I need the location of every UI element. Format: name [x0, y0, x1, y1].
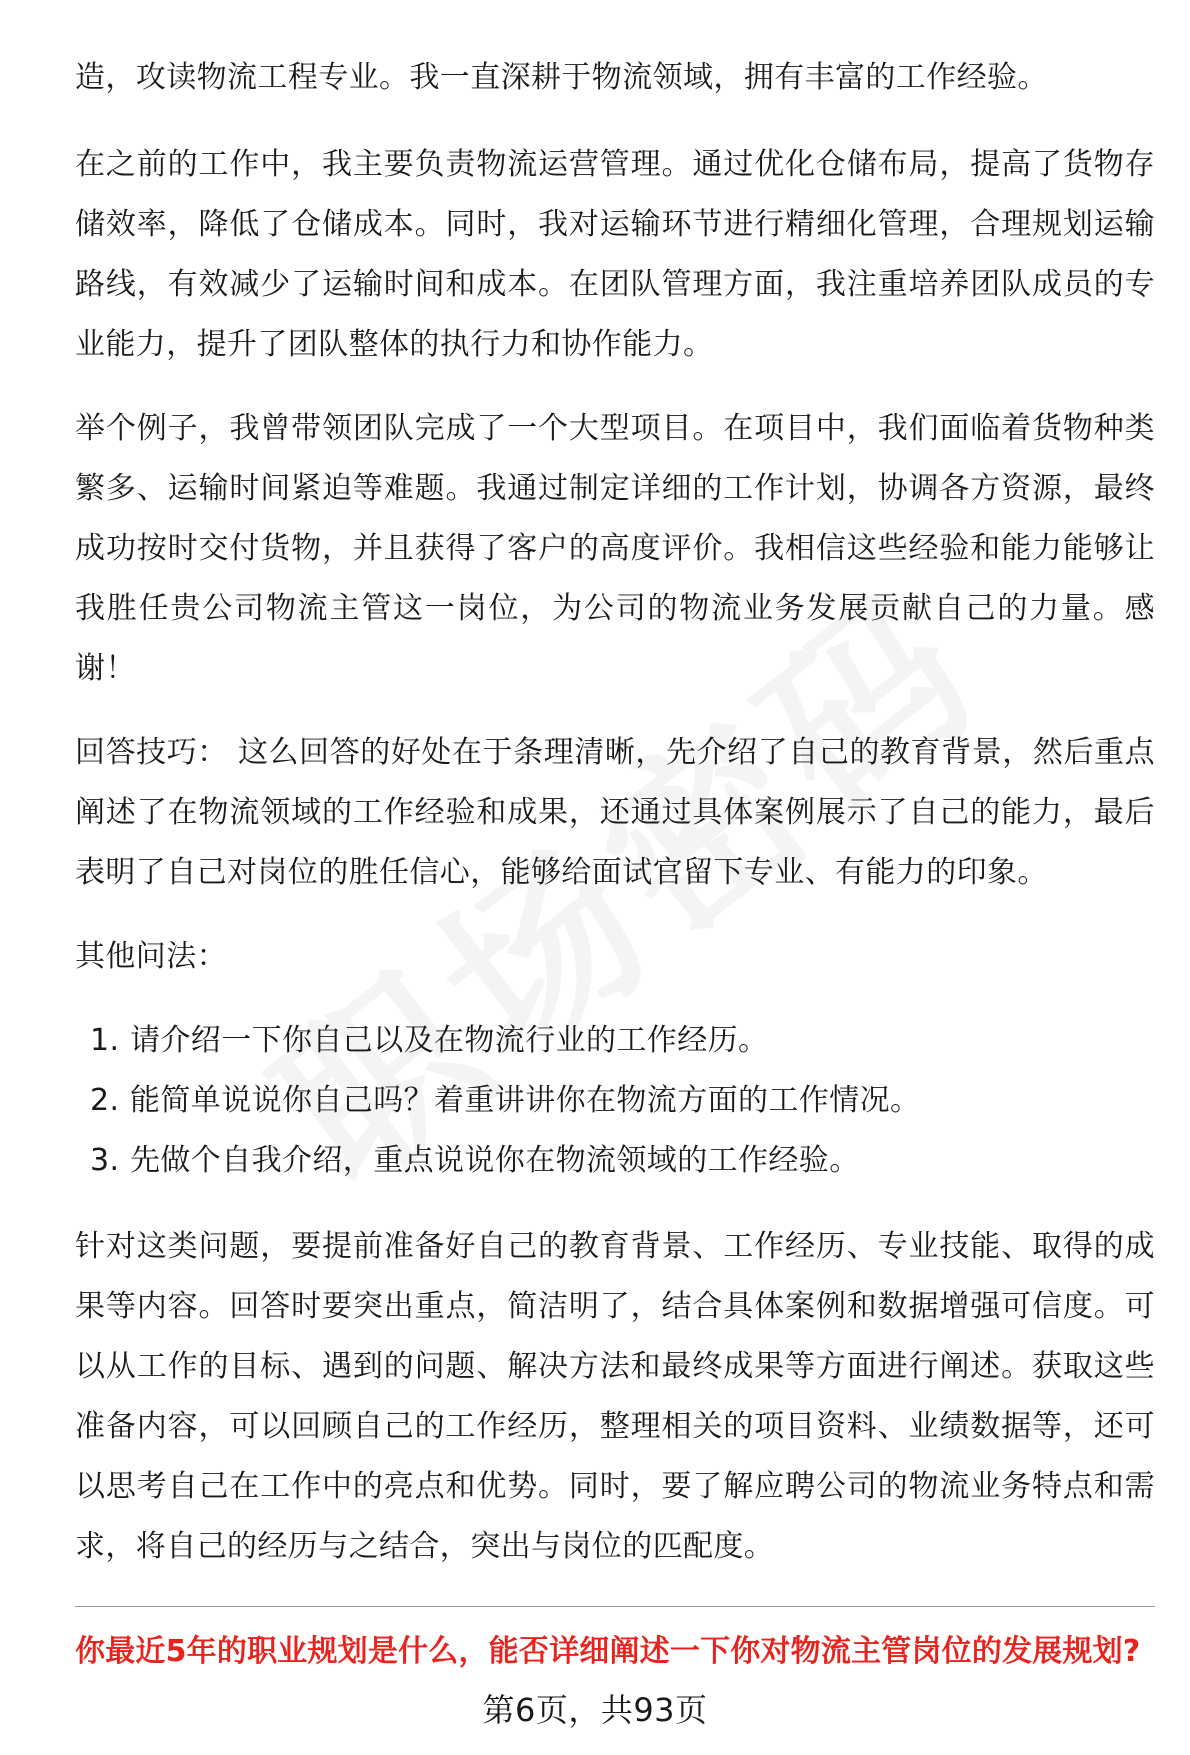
list-item-number: 3.	[90, 1143, 120, 1178]
list-item-text: 能简单说说你自己吗？着重讲讲你在物流方面的工作情况。	[130, 1083, 921, 1118]
paragraph-answer-tips: 回答技巧： 这么回答的好处在于条理清晰，先介绍了自己的教育背景，然后重点阐述了在物流领域的工作经验和成果，还通过具体案例展示了自己的能力，最后表明了自己对岗位的胜任信心，能够给面试官留下专业、有能力的印象。	[75, 735, 1155, 890]
list-item-number: 2.	[90, 1083, 120, 1118]
paragraph-other-phrasings-heading: 其他问法：	[75, 939, 227, 974]
paragraph-preparation-advice: 针对这类问题，要提前准备好自己的教育背景、工作经历、专业技能、取得的成果等内容。回答时要突出重点，简洁明了，结合具体案例和数据增强可信度。可以从工作的目标、遇到的问题、解决方法和最终成果等方面进行阐述。获取这些准备内容，可以回顾自己的工作经历，整理相关的项目资料、业绩数据等，还可以思考自己在工作中的亮点和优势。同时，要了解应聘公司的物流业务特点和需求，将自己的经历与之结合，突出与岗位的匹配度。	[75, 1229, 1155, 1564]
paragraph-example: 举个例子，我曾带领团队完成了一个大型项目。在项目中，我们面临着货物种类繁多、运输时间紧迫等难题。我通过制定详细的工作计划，协调各方资源，最终成功按时交付货物，并且获得了客户的高度评价。我相信这些经验和能力能够让我胜任贵公司物流主管这一岗位，为公司的物流业务发展贡献自己的力量。感谢！	[75, 411, 1155, 686]
page-number: 第6页，共93页	[482, 1691, 708, 1729]
list-item	[75, 1071, 1155, 1131]
list-item	[75, 1131, 1155, 1191]
list-item-number: 1.	[90, 1023, 120, 1058]
paragraph-intro-end: 造，攻读物流工程专业。我一直深耕于物流领域，拥有丰富的工作经验。	[75, 60, 1048, 95]
section-divider	[75, 1606, 1155, 1607]
body-content	[75, 48, 1155, 1601]
paragraph-work-experience: 在之前的工作中，我主要负责物流运营管理。通过优化仓储布局，提高了货物存储效率，降低了仓储成本。同时，我对运输环节进行精细化管理，合理规划运输路线，有效减少了运输时间和成本。在团队管理方面，我注重培养团队成员的专业能力，提升了团队整体的执行力和协作能力。	[75, 147, 1155, 362]
list-item-text: 先做个自我介绍，重点说说你在物流领域的工作经验。	[130, 1143, 860, 1178]
list-item-text: 请介绍一下你自己以及在物流行业的工作经历。	[130, 1023, 769, 1058]
other-phrasings-list	[75, 1011, 1155, 1191]
list-item	[75, 1011, 1155, 1071]
next-question-heading: 你最近5年的职业规划是什么，能否详细阐述一下你对物流主管岗位的发展规划?	[75, 1634, 1141, 1669]
